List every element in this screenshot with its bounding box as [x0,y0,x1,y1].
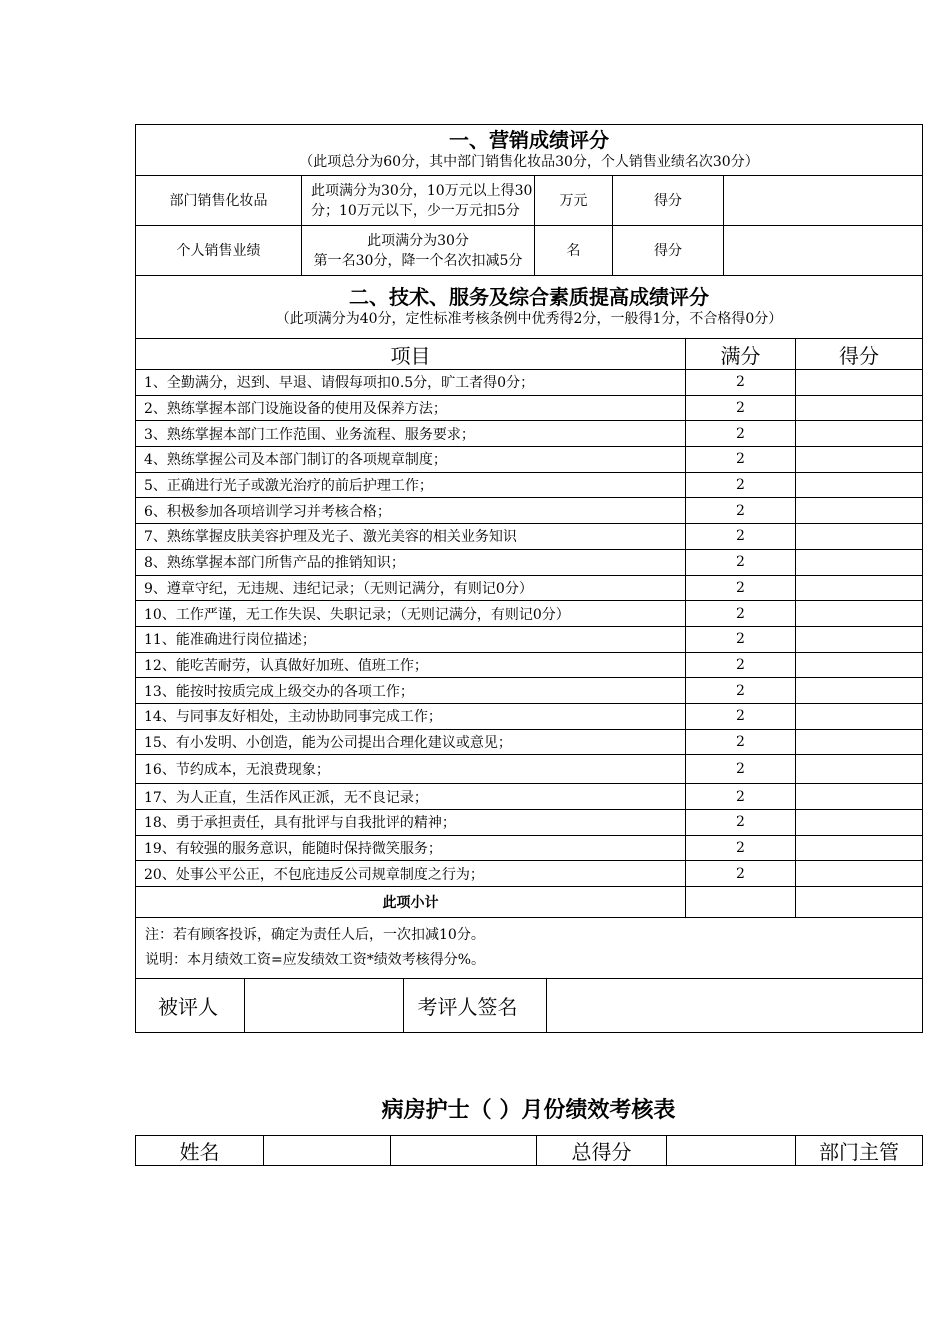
sales-cosmetics-score-input[interactable] [724,176,923,226]
item-row [136,729,923,755]
subtotal-score-input[interactable] [796,887,923,918]
item-score-input[interactable] [796,703,923,729]
item-full-score: 2 [686,575,796,601]
blank-cell[interactable] [391,1136,537,1166]
item-text: 16、节约成本，无浪费现象； [136,755,686,784]
item-text: 8、熟练掌握本部门所售产品的推销知识； [136,549,686,575]
total-score-label: 总得分 [537,1136,667,1166]
manager-input[interactable] [794,1135,922,1161]
item-text: 10、工作严谨，无工作失误、失职记录；（无则记满分，有则记0分） [136,601,686,627]
item-score-input[interactable] [796,395,923,421]
signature-table [136,979,922,1032]
item-row [136,835,923,861]
note-complaint: 注：若有顾客投诉，确定为责任人后，一次扣减10分。 [145,927,485,944]
item-text: 1、全勤满分，迟到、早退、请假每项扣0.5分，旷工者得0分； [136,370,686,396]
sales-cosmetics-score-label: 得分 [613,176,724,226]
item-text: 14、与同事友好相处，主动协助同事完成工作； [136,703,686,729]
section1-header-row [136,125,923,176]
item-row [136,755,923,784]
item-row [136,421,923,447]
item-row [136,498,923,524]
manager-label: 部门主管 [796,1136,923,1166]
personal-sales-rule-line2: 第一名30分，降一个名次扣减5分 [313,252,523,269]
evaluator-signature-input[interactable] [546,979,922,1032]
item-text: 15、有小发明、小创造，能为公司提出合理化建议或意见； [136,729,686,755]
item-score-input[interactable] [796,652,923,678]
item-score-input[interactable] [796,498,923,524]
item-full-score: 2 [686,395,796,421]
evaluatee-label: 被评人 [136,979,244,1032]
section2-title: 二、技术、服务及综合素质提高成绩评分 [349,285,709,309]
item-text: 6、积极参加各项培训学习并考核合格； [136,498,686,524]
evaluatee-input[interactable] [244,979,403,1032]
item-full-score: 2 [686,652,796,678]
item-row [136,810,923,836]
item-row [136,626,923,652]
signature-cell [136,979,923,1033]
item-column-header: 项目 [136,339,686,370]
section2-header [136,276,923,339]
item-full-score: 2 [686,678,796,704]
item-full-score: 2 [686,524,796,550]
item-full-score: 2 [686,498,796,524]
item-score-input[interactable] [796,835,923,861]
item-text: 19、有较强的服务意识，能随时保持微笑服务； [136,835,686,861]
item-score-input[interactable] [796,575,923,601]
item-text: 11、能准确进行岗位描述； [136,626,686,652]
item-row [136,549,923,575]
item-row [136,524,923,550]
item-full-score: 2 [686,421,796,447]
item-score-input[interactable] [796,447,923,473]
item-score-input[interactable] [796,861,923,887]
subtotal-row [136,887,923,918]
item-text: 18、勇于承担责任，具有批评与自我批评的精神； [136,810,686,836]
subtotal-label: 此项小计 [136,887,686,918]
sales-cosmetics-row [136,176,923,226]
personal-sales-label: 个人销售业绩 [136,226,302,276]
item-text: 20、处事公平公正，不包庇违反公司规章制度之行为； [136,861,686,887]
sales-cosmetics-rule-line1: 此项满分为30分，10万元以上得30 [311,182,533,199]
item-row [136,678,923,704]
notes-row [136,918,923,979]
item-full-score: 2 [686,549,796,575]
subtotal-full-input[interactable] [686,887,796,918]
personal-sales-rule-line1: 此项满分为30分 [367,232,469,249]
item-full-score: 2 [686,370,796,396]
item-full-score: 2 [686,626,796,652]
item-full-score: 2 [686,703,796,729]
full-score-column-header: 满分 [686,339,796,370]
sales-cosmetics-label: 部门销售化妆品 [136,176,302,226]
personal-sales-score-input[interactable] [724,226,923,276]
item-full-score: 2 [686,755,796,784]
name-label: 姓名 [136,1136,264,1166]
item-row [136,575,923,601]
item-row [136,447,923,473]
item-text: 5、正确进行光子或激光治疗的前后护理工作； [136,472,686,498]
item-full-score: 2 [686,784,796,810]
sales-cosmetics-unit: 万元 [535,176,613,226]
notes [136,918,923,979]
score-column-header: 得分 [796,339,923,370]
item-row [136,861,923,887]
personal-sales-unit: 名 [535,226,613,276]
personal-sales-rule [302,226,535,276]
item-full-score: 2 [686,601,796,627]
sales-cosmetics-rule-line2: 分；10万元以下，少一万元扣5分 [311,202,520,219]
item-score-input[interactable] [796,729,923,755]
section1-header [136,125,923,176]
item-score-input[interactable] [796,784,923,810]
item-text: 7、熟练掌握皮肤美容护理及光子、激光美容的相关业务知识 [136,524,686,550]
second-form-title: 病房护士（ ）月份绩效考核表 [381,1098,676,1123]
item-row [136,703,923,729]
item-row [136,652,923,678]
item-text: 9、遵章守纪，无违规、违纪记录；（无则记满分，有则记0分） [136,575,686,601]
item-full-score: 2 [686,729,796,755]
item-text: 4、熟练掌握公司及本部门制订的各项规章制度； [136,447,686,473]
item-full-score: 2 [686,447,796,473]
item-score-input[interactable] [796,524,923,550]
evaluator-label: 考评人签名 [403,979,546,1032]
item-score-input[interactable] [796,626,923,652]
item-text: 2、熟练掌握本部门设施设备的使用及保养方法； [136,395,686,421]
item-row [136,784,923,810]
section2-header-row [136,276,923,339]
item-full-score: 2 [686,861,796,887]
item-row [136,601,923,627]
total-score-input[interactable] [667,1136,796,1166]
item-full-score: 2 [686,810,796,836]
item-score-input[interactable] [796,549,923,575]
section2-subtitle: （此项满分为40分，定性标准考核条例中优秀得2分，一般得1分，不合格得0分） [275,311,783,327]
section2-column-headers [136,339,923,370]
signature-row [136,979,923,1033]
item-score-input[interactable] [796,678,923,704]
item-full-score: 2 [686,835,796,861]
section1-title: 一、营销成绩评分 [449,128,609,152]
item-row [136,472,923,498]
item-text: 12、能吃苦耐劳，认真做好加班、值班工作； [136,652,686,678]
item-score-input[interactable] [796,370,923,396]
item-row [136,370,923,396]
personal-sales-row [136,226,923,276]
note-salary-formula: 说明：本月绩效工资=应发绩效工资*绩效考核得分%。 [145,952,486,969]
name-input[interactable] [264,1136,391,1166]
sales-cosmetics-rule [302,176,535,226]
section1-subtitle: （此项总分为60分，其中部门销售化妆品30分，个人销售业绩名次30分） [299,154,759,170]
personal-sales-score-label: 得分 [613,226,724,276]
item-score-input[interactable] [796,472,923,498]
item-text: 3、熟练掌握本部门工作范围、业务流程、服务要求； [136,421,686,447]
item-text: 13、能按时按质完成上级交办的各项工作； [136,678,686,704]
item-score-input[interactable] [796,810,923,836]
item-row [136,395,923,421]
item-score-input[interactable] [796,601,923,627]
item-score-input[interactable] [796,421,923,447]
item-full-score: 2 [686,472,796,498]
item-text: 17、为人正直，生活作风正派，无不良记录； [136,784,686,810]
item-score-input[interactable] [796,755,923,784]
performance-form [135,124,923,1033]
